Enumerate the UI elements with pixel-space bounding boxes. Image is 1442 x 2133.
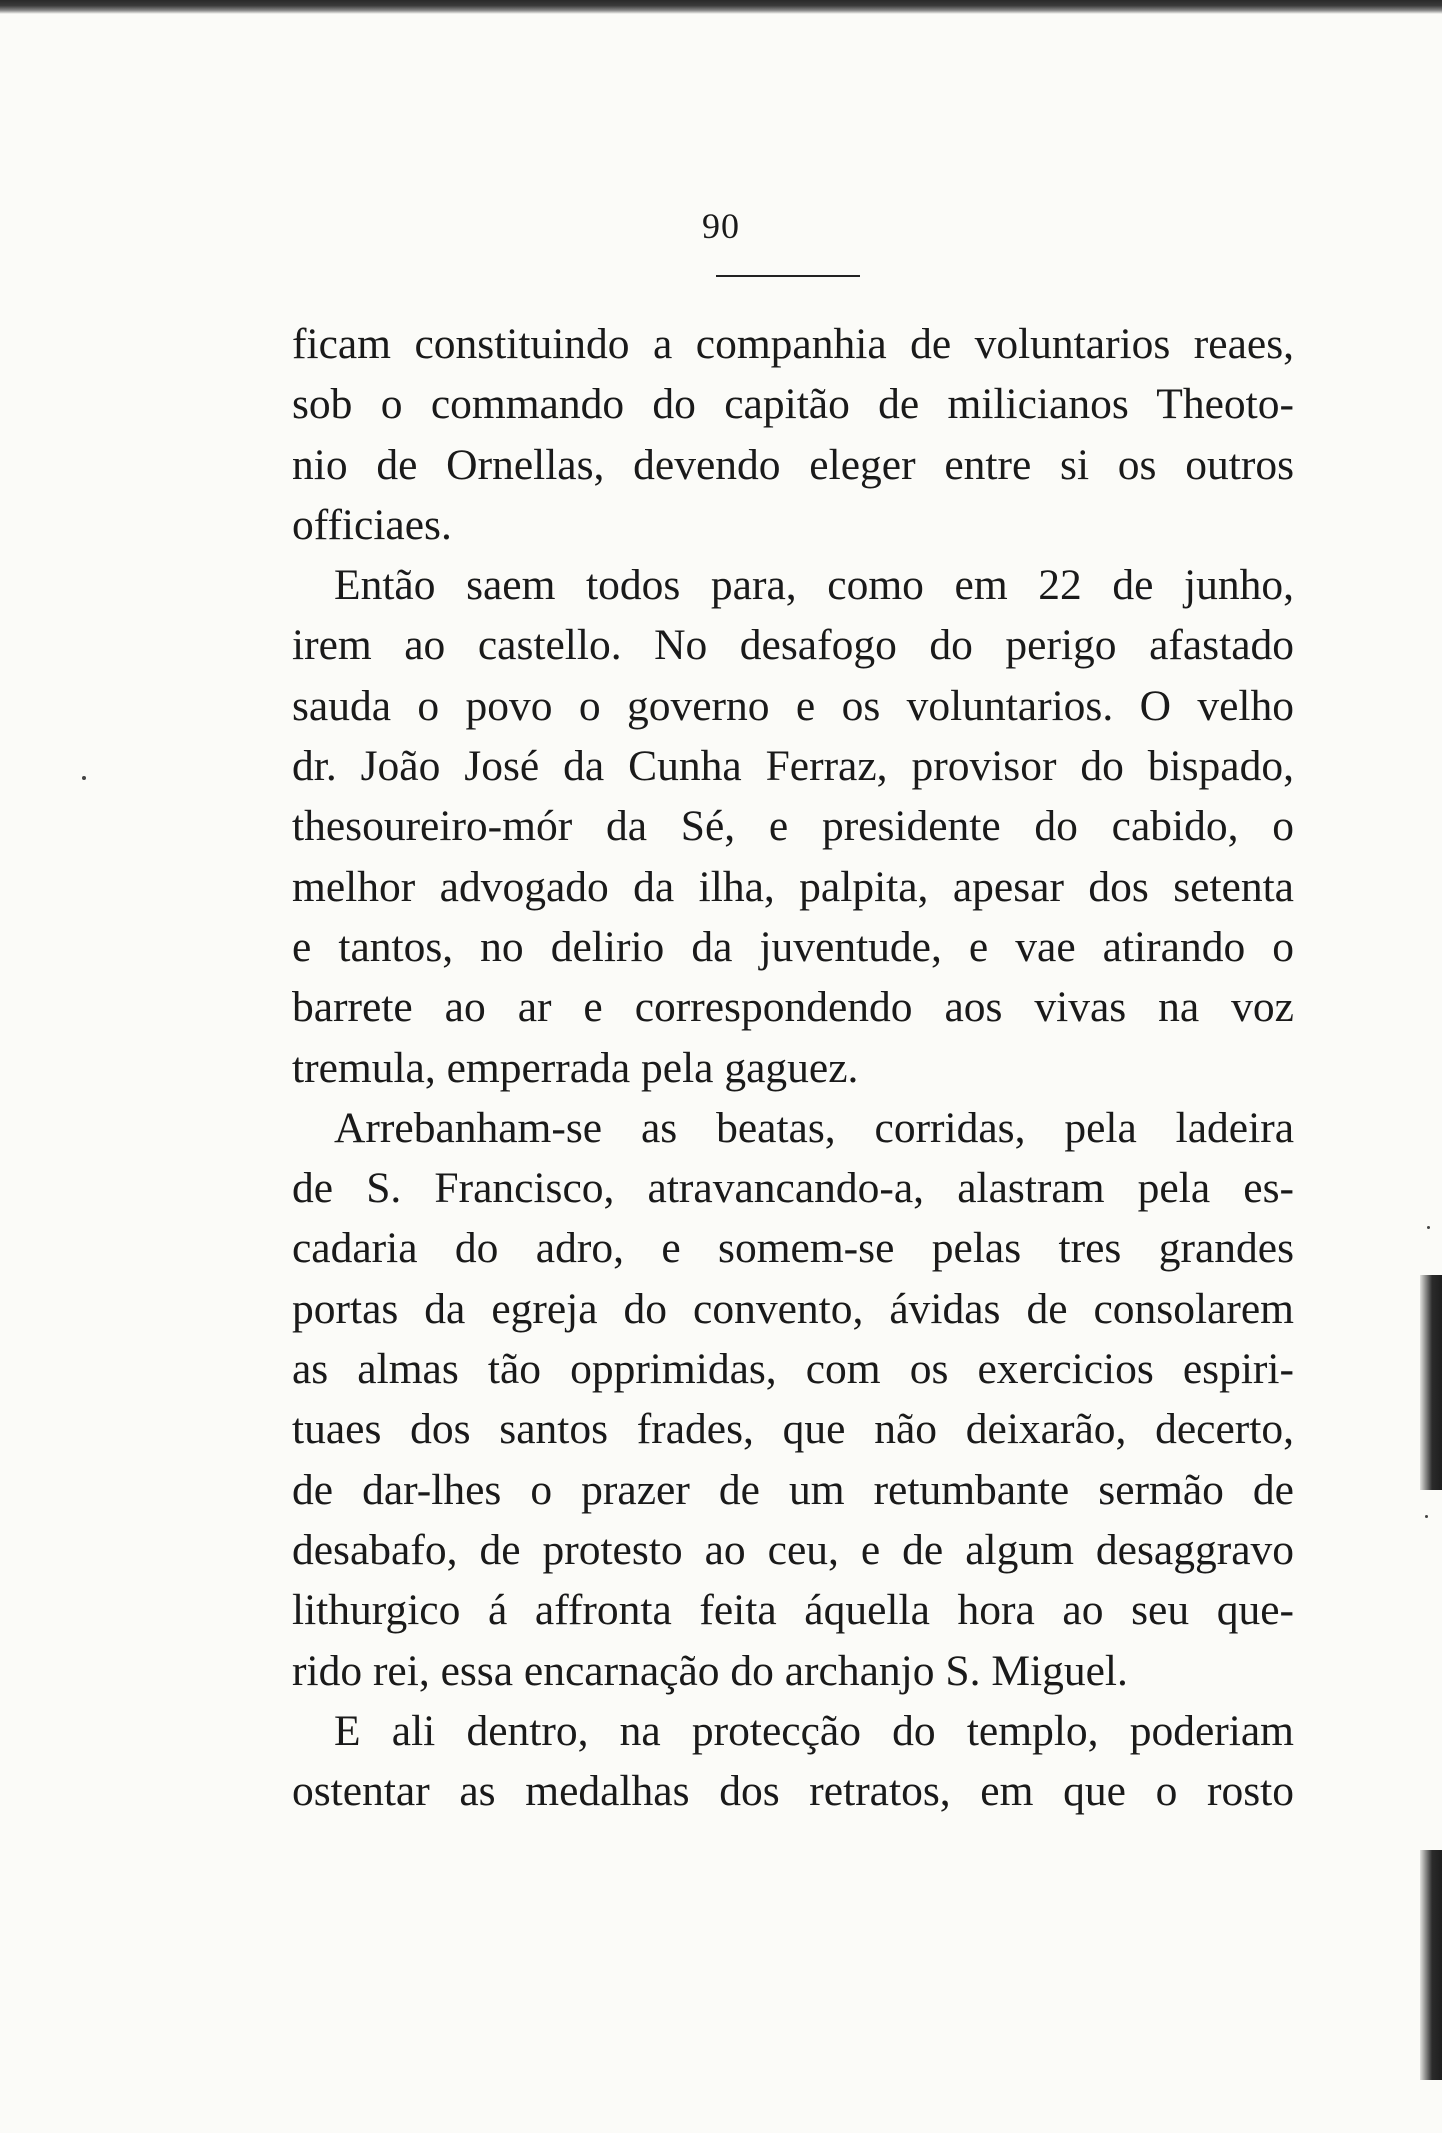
scan-edge-shadow (1420, 1275, 1442, 1490)
text-line: irem ao castello. No desafogo do perigo afastado (292, 621, 1294, 670)
text-line: portas da egreja do convento, ávidas de consolarem (292, 1284, 1294, 1333)
page-top-edge (0, 0, 1442, 14)
text-line: lithurgico á affronta feita áquella hora ao seu que- (292, 1586, 1294, 1635)
text-line: nio de Ornellas, devendo eleger entre si os outros (292, 440, 1294, 489)
text-line: tremula, emperrada pela gaguez. (292, 1043, 859, 1092)
text-line: sauda o povo o governo e os voluntarios. O velho (292, 681, 1294, 730)
text-line: barrete ao ar e correspondendo aos vivas na voz (292, 983, 1294, 1032)
text-line: cadaria do adro, e somem-se pelas tres grandes (292, 1224, 1294, 1273)
text-line: E ali dentro, na protecção do templo, poderiam (334, 1706, 1294, 1755)
page-number: 90 (702, 206, 740, 246)
text-line: ostentar as medalhas dos retratos, em que o rosto (292, 1767, 1294, 1816)
text-line: sob o commando do capitão de milicianos Theoto- (292, 380, 1294, 429)
text-line: desabafo, de protesto ao ceu, e de algum desaggravo (292, 1525, 1294, 1574)
text-line: tuaes dos santos frades, que não deixarão, decerto, (292, 1405, 1294, 1454)
scan-edge-shadow (1420, 1850, 1442, 2080)
scan-speck (1425, 1515, 1428, 1518)
text-line: dr. João José da Cunha Ferraz, provisor do bispado, (292, 742, 1294, 791)
scan-speck (82, 776, 86, 780)
text-line: Então saem todos para, como em 22 de junho, (334, 561, 1294, 610)
text-line: as almas tão opprimidas, com os exercicios espiri- (292, 1345, 1294, 1394)
scan-speck (1427, 1226, 1430, 1229)
text-line: officiaes. (292, 500, 452, 549)
text-line: e tantos, no delirio da juventude, e vae atirando o (292, 922, 1294, 971)
text-line: rido rei, essa encarnação do archanjo S. Miguel. (292, 1646, 1128, 1695)
text-line: Arrebanham-se as beatas, corridas, pela ladeira (334, 1103, 1294, 1152)
header-rule (716, 275, 860, 277)
text-line: ficam constituindo a companhia de voluntarios reaes, (292, 320, 1294, 368)
text-line: melhor advogado da ilha, palpita, apesar dos setenta (292, 862, 1294, 911)
text-line: thesoureiro-mór da Sé, e presidente do cabido, o (292, 802, 1294, 851)
text-line: de S. Francisco, atravancando-a, alastram pela es- (292, 1164, 1294, 1213)
text-line: de dar-lhes o prazer de um retumbante sermão de (292, 1465, 1294, 1514)
body-text (292, 314, 1294, 1821)
